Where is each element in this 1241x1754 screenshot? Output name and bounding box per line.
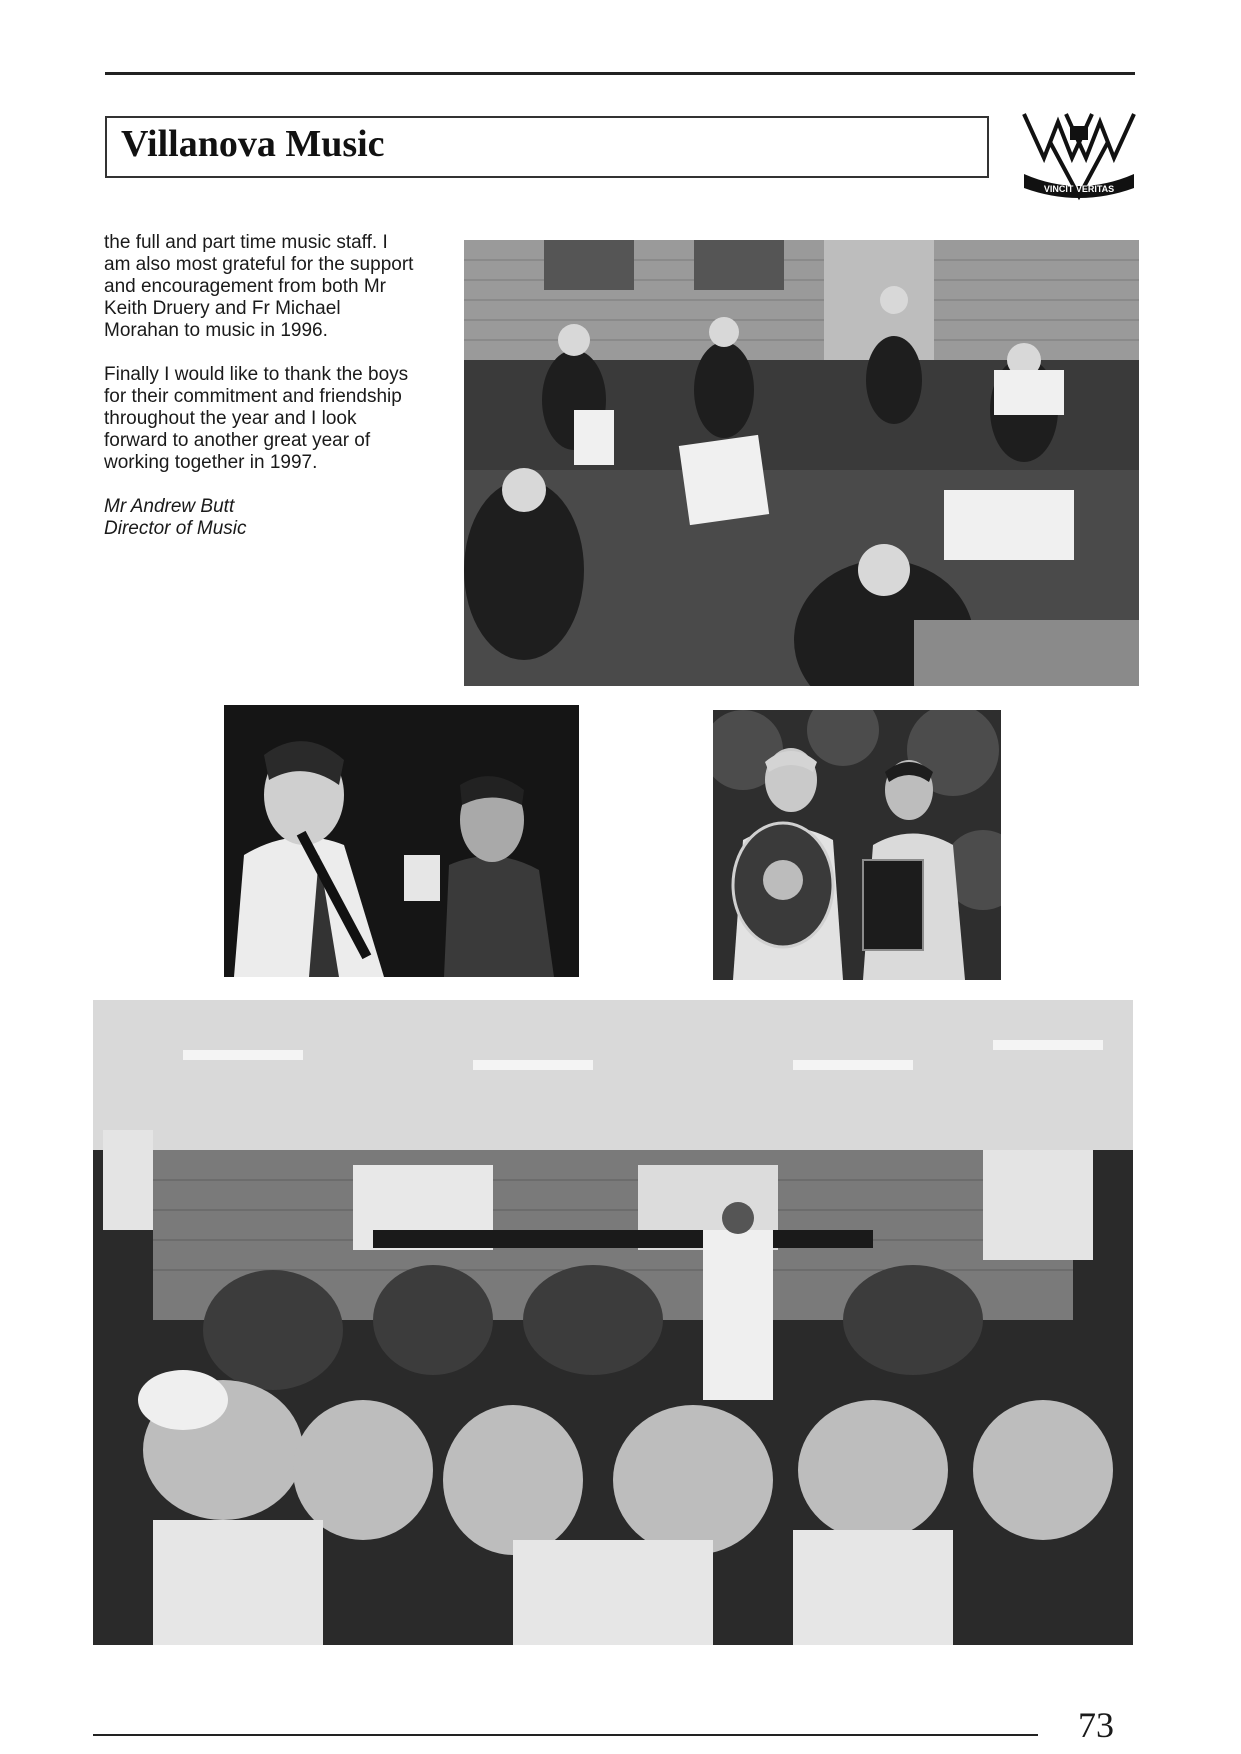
header-rule bbox=[105, 72, 1135, 75]
signature-name: Mr Andrew Butt bbox=[104, 496, 235, 517]
title-box bbox=[105, 116, 989, 178]
paragraph: the full and part time music staff. I am also most grateful for the support and encouragement from both Mr Keith Druery and Fr Michael Morahan to music in 1996. bbox=[104, 232, 414, 341]
paragraph: Finally I would like to thank the boys for their commitment and friendship throughout the year and I look forward to another great year of working together in 1997. bbox=[104, 364, 409, 473]
footer-rule bbox=[93, 1734, 1038, 1736]
photo-trophy-presentation bbox=[713, 710, 1001, 980]
school-crest-icon bbox=[1020, 108, 1138, 206]
photo-string-ensemble bbox=[464, 240, 1139, 686]
page-title: Villanova Music bbox=[121, 123, 385, 165]
body-text bbox=[104, 232, 414, 540]
photo-clarinet-players bbox=[224, 705, 579, 977]
page-number: 73 bbox=[1078, 1705, 1114, 1745]
signature-role: Director of Music bbox=[104, 518, 247, 539]
crest-motto: VINCIT VERITAS bbox=[1043, 184, 1115, 194]
photo-band-concert bbox=[93, 1000, 1133, 1645]
